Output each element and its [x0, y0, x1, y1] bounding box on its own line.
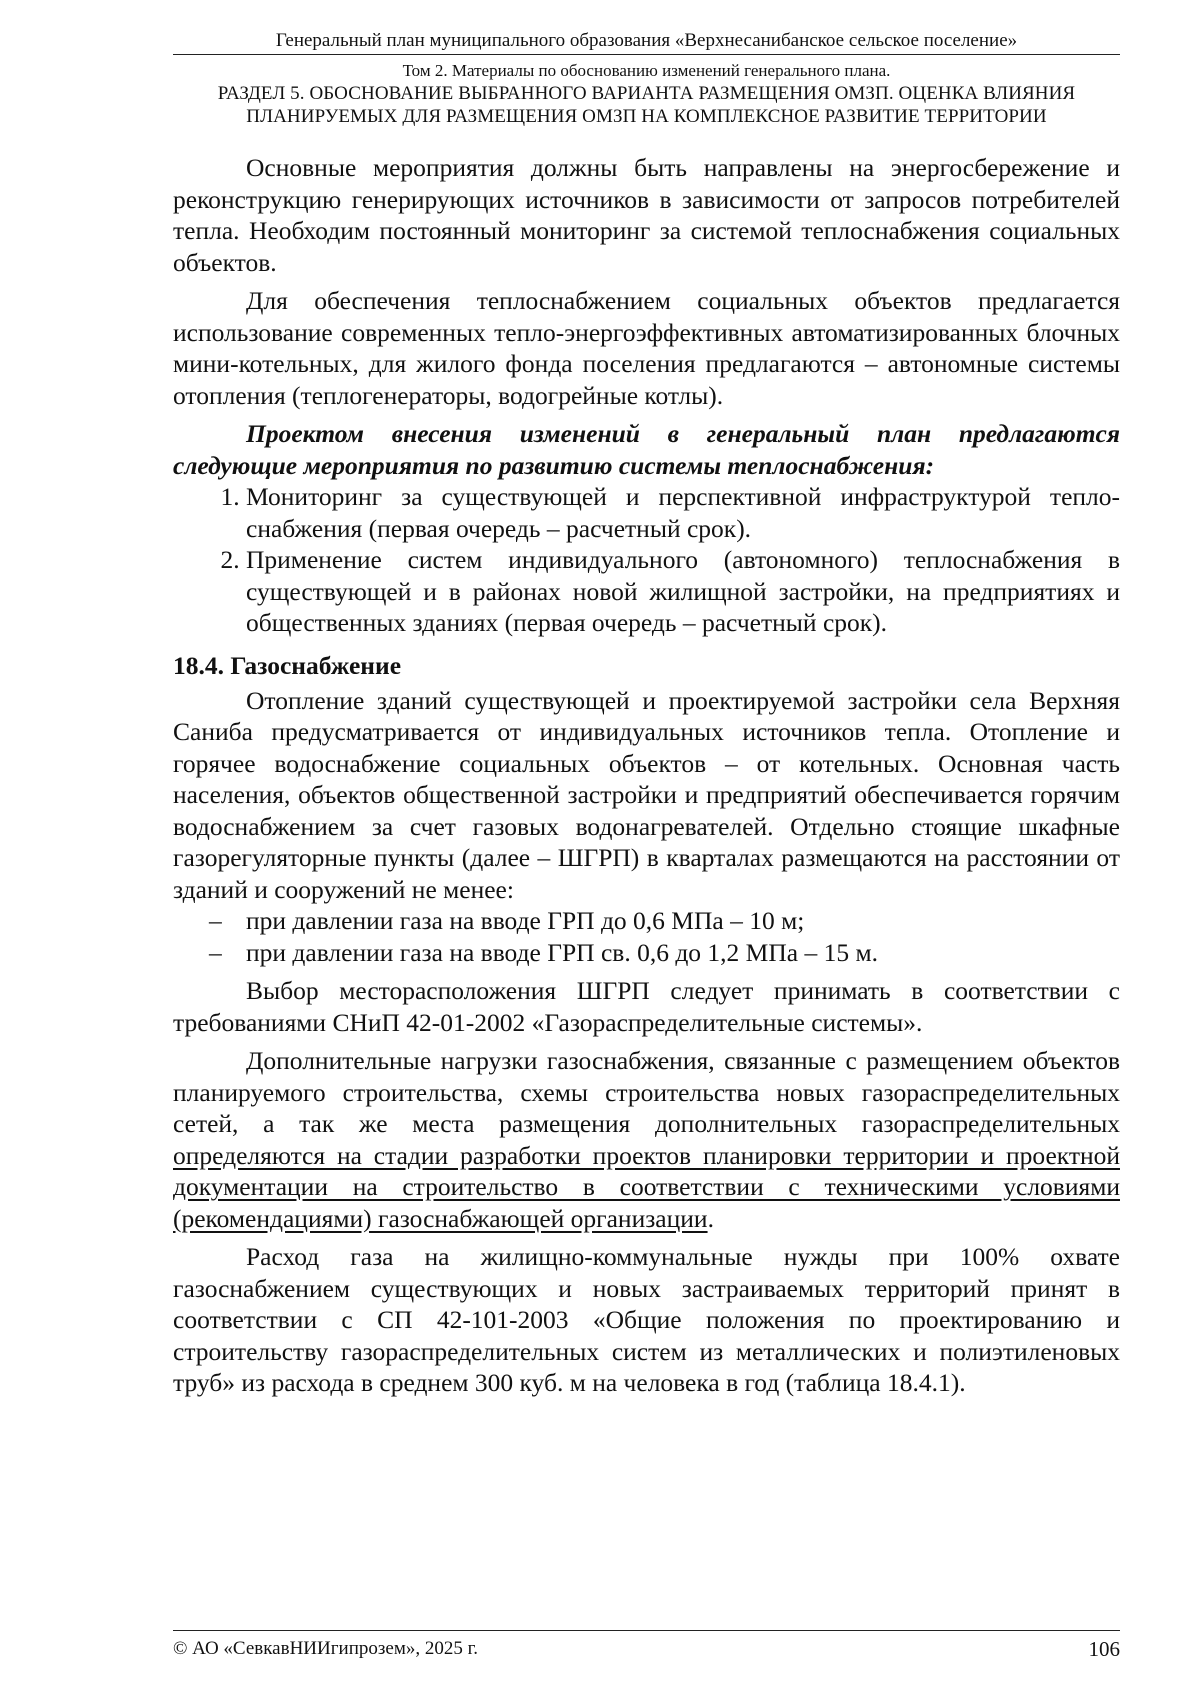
- heat-measures-lead: Проектом внесения изменений в генеральный план предлагаются следующие мероприятия по развитию системы теплоснабжения:: [173, 419, 1120, 480]
- heat-paragraph-2: Для обеспечения теплоснабжением социальных объектов предлагается использование современных тепло-энергоэффективных автоматизированных блочных мини-котельных, для жилого фонда поселения предлагаются – автономные системы отопления (теплогенераторы, водогрейные котлы).: [173, 286, 1120, 410]
- header-section-title: РАЗДЕЛ 5. ОБОСНОВАНИЕ ВЫБРАННОГО ВАРИАНТА РАЗМЕЩЕНИЯ ОМЗП. ОЦЕНКА ВЛИЯНИЯ ПЛАНИРУЕМЫХ ДЛЯ РАЗМЕЩЕНИЯ ОМЗП НА КОМПЛЕКСНОЕ РАЗВИТИЕ ТЕРРИТОРИИ: [217, 83, 1076, 127]
- dash-bullet: –: [209, 937, 222, 967]
- heat-measures-list: [173, 481, 1120, 639]
- heat-measure-item-1: 1. Мониторинг за существующей и перспективной инфраструктурой тепло-снабжения (первая очередь – расчетный срок).: [246, 481, 1120, 544]
- header-volume-title: Том 2. Материалы по обоснованию изменений генерального плана.: [402, 61, 891, 80]
- gas-distance-item-1: [173, 905, 1120, 937]
- gas-paragraph-4: Расход газа на жилищно-коммунальные нужды при 100% охвате газоснабжением существующих и новых застраиваемых территорий принят в соответствии с СП 42-101-2003 «Общие положения по проектированию и строительству газораспределительных систем из металлических и полиэтиленовых труб» из расхода в среднем 300 куб. м на человека в год (таблица 18.4.1).: [173, 1242, 1120, 1397]
- gas-distance-item-2: [173, 937, 1120, 969]
- gas-paragraph-3-underlined: определяются на стадии разработки проектов планировки территории и проектной документации на строительство в соответствии с техническими условиями (рекомендациями) газоснабжающей организации: [173, 1140, 1120, 1233]
- gas-paragraph-3: [173, 1045, 1120, 1234]
- gas-distance-text-2: при давлении газа на вводе ГРП св. 0,6 до 1,2 МПа – 15 м.: [246, 937, 878, 967]
- running-header: [173, 30, 1120, 128]
- heat-measure-item-2: 2. Применение систем индивидуального (автономного) теплоснабжения в существующей и в районах новой жилищной застройки, на предприятиях и общественных зданиях (первая очередь – расчетный срок).: [246, 544, 1120, 639]
- gas-paragraph-3-end: .: [707, 1203, 714, 1233]
- dash-bullet: –: [209, 906, 222, 935]
- gas-paragraph-2: Выбор месторасположения ШГРП следует принимать в соответствии с требованиями СНиП 42-01-2002 «Газораспределительные системы».: [173, 976, 1120, 1037]
- gas-distance-list: [173, 905, 1120, 968]
- gas-paragraph-3-start: Дополнительные нагрузки газоснабжения, связанные с размещением объектов планируемого строительства, схемы строительства новых газораспределительных сетей, а так же места размещения дополнительных газораспределительных: [173, 1046, 1120, 1138]
- gas-paragraph-1: Отопление зданий существующей и проектируемой застройки села Верхняя Саниба предусматривается от индивидуальных источников тепла. Отопление и горячее водоснабжение социальных объектов – от котельных. Основная часть населения, объектов общественной застройки и предприятий обеспечивается горячим водоснабжением за счет газовых водонагревателей. Отдельно стоящие шкафные газорегуляторные пункты (далее – ШГРП) в кварталах размещаются на расстоянии от зданий и сооружений не менее:: [173, 685, 1120, 904]
- page-body: [173, 152, 1120, 1399]
- page-footer: [173, 1630, 1120, 1661]
- heat-paragraph-1: Основные мероприятия должны быть направлены на энергосбережение и реконструкцию генерирующих источников в зависимости от запросов потребителей тепла. Необходим постоянный мониторинг за системой теплоснабжения социальных объектов.: [173, 153, 1120, 277]
- section-heading-gas: 18.4. Газоснабжение: [173, 650, 402, 680]
- footer-copyright: © АО «СевкавНИИгипрозем», 2025 г.: [173, 1638, 478, 1659]
- document-page: [173, 0, 1120, 1697]
- gas-distance-text-1: при давлении газа на вводе ГРП до 0,6 МПа – 10 м;: [246, 906, 805, 935]
- page-number: 106: [1088, 1637, 1120, 1661]
- header-document-title: Генеральный план муниципального образования «Верхнесанибанское сельское поселение»: [173, 30, 1120, 55]
